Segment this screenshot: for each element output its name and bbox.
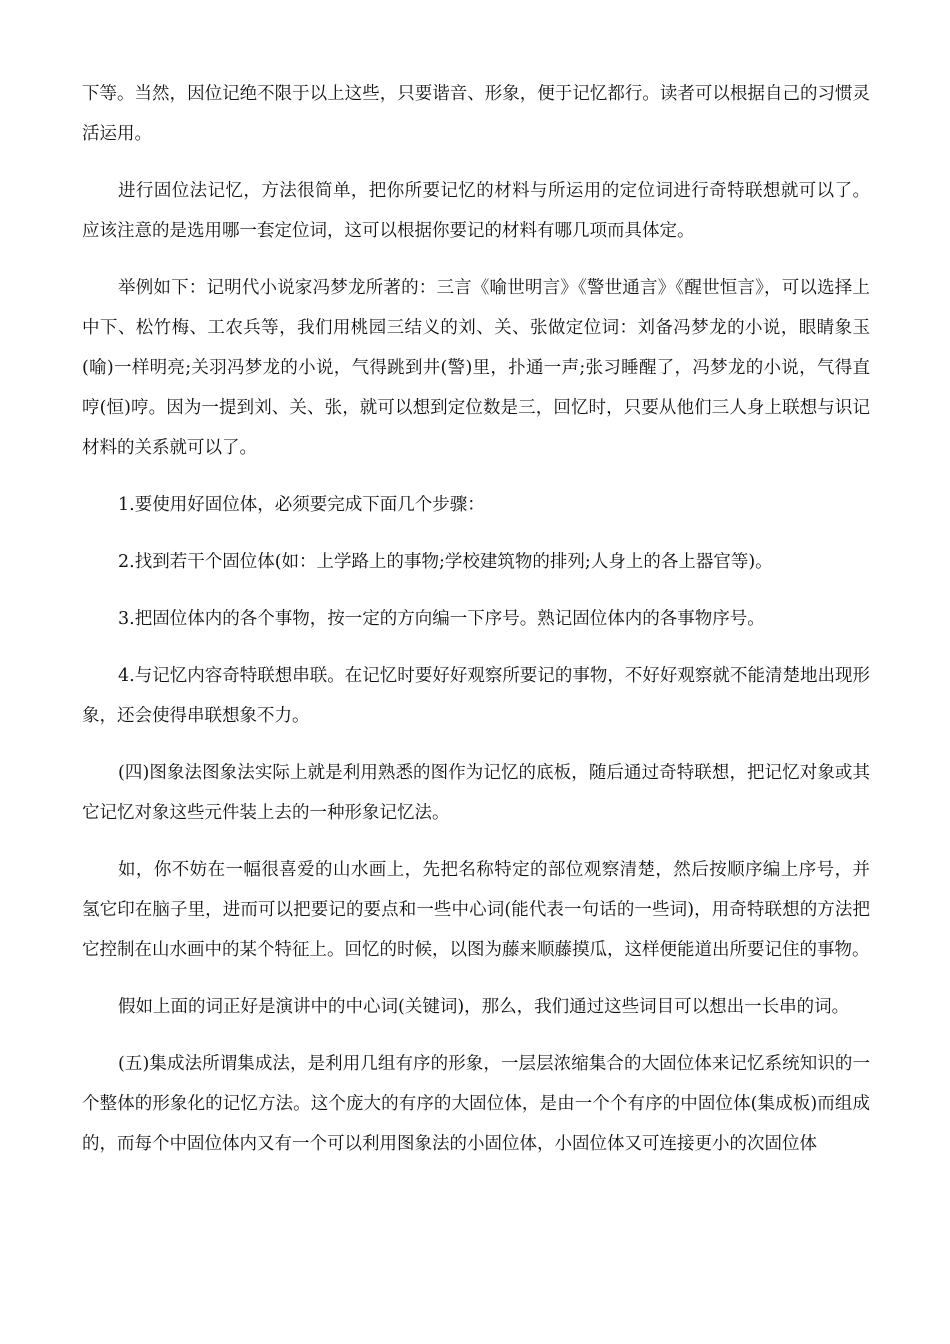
paragraph-9: 如，你不妨在一幅很喜爱的山水画上，先把名称特定的部位观察清楚，然后按顺序编上序号，并氢它印在脑子里，进而可以把要记的要点和一些中心词(能代表一句话的一些词)，用奇特联想的方法把它控制在山水画中的某个特征上。回忆的时候，以图为藤来顺藤摸瓜，这样便能道出所要记住的事物。 — [82, 860, 870, 960]
document-body — [82, 74, 870, 1164]
paragraph-6: 3.把固位体内的各个事物，按一定的方向编一下序号。熟记固位体内的各事物序号。 — [118, 609, 765, 629]
paragraph-4: 1.要使用好固位体，必须要完成下面几个步骤： — [118, 495, 485, 515]
paragraph-1: 下等。当然，因位记绝不限于以上这些，只要谐音、形象，便于记忆都行。读者可以根据自己的习惯灵活运用。 — [82, 84, 870, 144]
paragraph-10: 假如上面的词正好是演讲中的中心词(关键词)，那么，我们通过这些词目可以想出一长串的词。 — [118, 997, 850, 1017]
paragraph-8: (四)图象法图象法实际上就是利用熟悉的图作为记忆的底板，随后通过奇特联想，把记忆对象或其它记忆对象这些元件装上去的一种形象记忆法。 — [82, 763, 870, 823]
paragraph-3: 举例如下：记明代小说家冯梦龙所著的：三言《喻世明言》《警世通言》《醒世恒言》，可以选择上中下、松竹梅、工农兵等，我们用桃园三结义的刘、关、张做定位词：刘备冯梦龙的小说，眼睛象玉(喻)一样明亮;关羽冯梦龙的小说，气得跳到井(警)里，扑通一声;张习睡醒了，冯梦龙的小说，气得直哼(恒)哼。因为一提到刘、关、张，就可以想到定位数是三，回忆时，只要从他们三人身上联想与识记材料的关系就可以了。 — [82, 278, 870, 458]
paragraph-2: 进行固位法记忆，方法很简单，把你所要记忆的材料与所运用的定位词进行奇特联想就可以了。应该注意的是选用哪一套定位词，这可以根据你要记的材料有哪几项而具体定。 — [82, 181, 870, 241]
paragraph-7: 4.与记忆内容奇特联想串联。在记忆时要好好观察所要记的事物，不好好观察就不能清楚地出现形象，还会使得串联想象不力。 — [82, 666, 870, 726]
paragraph-5: 2.找到若干个固位体(如：上学路上的事物;学校建筑物的排列;人身上的各上器官等)。 — [118, 552, 773, 572]
paragraph-11: (五)集成法所谓集成法，是利用几组有序的形象，一层层浓缩集合的大固位体来记忆系统知识的一个整体的形象化的记忆方法。这个庞大的有序的大固位体，是由一个个有序的中固位体(集成板)而组成的，而每个中固位体内又有一个可以利用图象法的小固位体，小固位体又可连接更小的次固位体 — [82, 1054, 870, 1154]
